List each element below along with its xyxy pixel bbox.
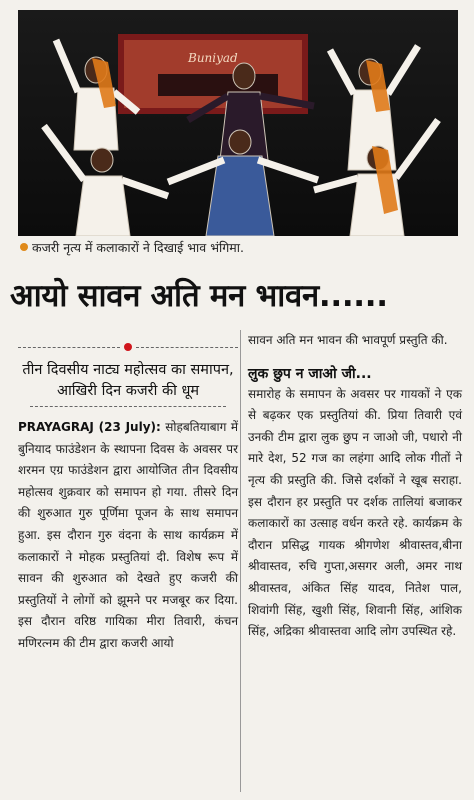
subheadline-rule (30, 406, 226, 407)
bullet-icon (20, 243, 28, 251)
banner-text: Buniyad (188, 51, 238, 65)
red-dot-icon (124, 343, 132, 351)
headline: आयो सावन अति मन भावन...... (10, 278, 388, 314)
dance-performance-photo (18, 10, 458, 236)
right-body: समारोह के समापन के अवसर पर गायकों ने एक से बढ़कर एक प्रस्तुतियां की. प्रिया तिवारी एवं उनकी टीम द्वारा लुक छुप न जाओ जी, पधारो नी मारे देश, 52 गज का लहंगा आदि लोक गीतों ने नृत्य की प्रस्तुति की. जिसे दर्शकों ने खूब सराहा. इस दौरान हर प्रस्तुति पर दर्शक तालियां बजाकर कलाकारों का उत्साह वर्धन करते रहे. कार्यक्रम के दौरान प्रसिद्ध गायक श्रीगणेश श्रीवास्तव,बीना श्रीवास्तव, रुचि गुप्ता,असगर अली, अमर नाथ श्रीवास्तव, अंकित सिंह यादव, नितेश पाल, शिवांगी सिंह, खुशी सिंह, शिवानी सिंह, आंशिक सिंह, अद्रिका श्रीवास्तवा आदि लोग उपस्थित रहे. (248, 386, 462, 639)
left-column (18, 340, 238, 792)
photo-illustration (18, 10, 458, 236)
subheadline: तीन दिवसीय नाट्य महोत्सव का समापन, आखिरी दिन कजरी की धूम (22, 362, 234, 399)
left-body (18, 417, 238, 655)
caption-text: कजरी नृत्य में कलाकारों ने दिखाई भाव भंगिमा. (32, 240, 244, 255)
left-body-text: सोहबतियाबाग में बुनियाद फाउंडेशन के स्थापना दिवस के अवसर पर शरमन एग्र फाउंडेशन द्वारा आयोजित तीन दिवसीय महोत्सव शुक्रवार को समापन हो गया. तीसरे दिन की शुरुआत गुरु पूर्णिमा पूजन के साथ समापन हुआ. इस दौरान गुरु वंदना के साथ कार्यक्रम में कलाकारों ने मोहक प्रस्तुतियां दी. विशेष रूप में सावन की शुरुआत को देखते हुए कजरी की प्रस्तुतियों ने लोगों को झूमने पर मजबूर कर दिया. इस दौरान वरिष्ठ गायिका मीरा तिवारी, कंचन मणिरत्नम की टीम द्वारा कजरी आयो (18, 420, 238, 650)
section-subhead: लुक छुप न जाओ जी... (248, 365, 372, 382)
decor-rule (18, 340, 238, 354)
dateline: PRAYAGRAJ (23 July): (18, 420, 161, 434)
photo-caption (18, 238, 458, 258)
column-divider (240, 330, 241, 792)
continuation-text: सावन अति मन भावन की भावपूर्ण प्रस्तुति की. (248, 333, 448, 347)
right-column (248, 330, 462, 792)
